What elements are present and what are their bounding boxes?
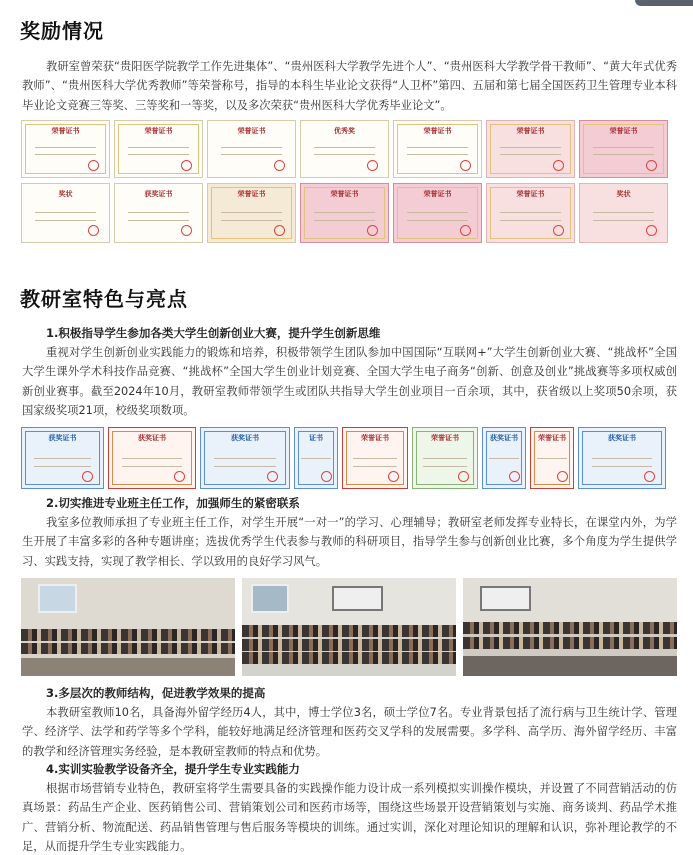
feature-heading-2: 2.切实推进专业班主任工作，加强师生的紧密联系 [46,496,300,510]
competition-certificate: 获奖证书 [482,427,526,489]
feature-heading-3: 3.多层次的教师结构，促进教学效果的提高 [46,686,266,700]
feature-text-1: 重视对学生创新创业实践能力的锻炼和培养，积极带领学生团队参加中国国际“互联网+”大学生创新创业大赛、“挑战杯”全国大学生课外学术科技作品竞赛、“挑战杯”全国大学生创业计划竞赛、全国大学生电子商务“创新、创意及创业”挑战赛等多项权威创新创业赛事。截至2024年10月，教研室教师带领学生或团队共指导大学生创业项目一百余项，其中，获省级以上奖项50余项，获国家级奖项21项，校级奖项数项。 [22,346,677,417]
classroom-photo [21,578,235,676]
features-title: 教研室特色与亮点 [20,287,188,311]
award-certificate: 荣誉证书 [393,183,482,243]
classroom-photo [463,578,677,676]
feature-text-3: 本教研室教师10名，具备海外留学经历4人，其中，博士学位3名，硕士学位7名。专业背景包括了流行病与卫生统计学、管理学、经济学、法学和药学等多个学科，能较好地满足经济管理和医药交叉学科的发展需要。多学科、高学历、海外留学经历、丰富的教学和经济管理实务经验，是本教研室教师的特点和优势。 [22,706,677,758]
competition-certificate: 荣誉证书 [342,427,408,489]
award-certificate: 奖状 [579,183,668,243]
award-certificate: 荣誉证书 [579,120,668,178]
awards-title: 奖励情况 [20,19,104,43]
award-certificate: 荣誉证书 [486,120,575,178]
award-certificate: 获奖证书 [114,183,203,243]
award-certificate: 荣誉证书 [393,120,482,178]
competition-cert-row [21,427,666,489]
award-certificate: 奖状 [21,183,110,243]
competition-certificate: 证书 [294,427,338,489]
award-certificate: 荣誉证书 [207,183,296,243]
competition-certificate: 荣誉证书 [412,427,478,489]
award-certificate: 荣誉证书 [114,120,203,178]
corner-tab [635,0,693,6]
award-certificate: 荣誉证书 [300,183,389,243]
award-certificate: 荣誉证书 [207,120,296,178]
award-certificate: 优秀奖 [300,120,389,178]
competition-certificate: 获奖证书 [578,427,666,489]
feature-text-4: 根据市场营销专业特色，教研室将学生需要具备的实践操作能力设计成一系列模拟实训操作模块，并设置了不同营销活动的仿真场景：药品生产企业、医药销售公司、营销策划公司和医药市场等，围绕这些场景开设营销策划与实施、商务谈判、药品学术推广、营销分析、物流配送、药品销售管理与售后服务等模块的训练。通过实训，深化对理论知识的理解和认识，弥补理论教学的不足，从而提升学生专业实践能力。 [22,782,677,853]
classroom-photo [242,578,456,676]
competition-certificate: 获奖证书 [200,427,290,489]
feature-heading-1: 1.积极指导学生参加各类大学生创新创业大赛，提升学生创新思维 [46,326,381,340]
award-certificate: 荣誉证书 [21,120,110,178]
feature-text-2: 我室多位教师承担了专业班主任工作，对学生开展“一对一”的学习、心理辅导；教研室老师发挥专业特长，在课堂内外，为学生开展了丰富多彩的各种专题讲座；选拔优秀学生代表参与教师的科研项目，指导学生参与创新创业比赛，多个角度为学生提供学习、实践支持，实现了教学相长、学以致用的良好学习风气。 [22,516,677,568]
competition-certificate: 荣誉证书 [530,427,574,489]
competition-certificate: 获奖证书 [21,427,104,489]
competition-certificate: 获奖证书 [108,427,196,489]
awards-text: 教研室曾荣获“贵阳医学院教学工作先进集体”、“贵州医科大学教学先进个人”、“贵州医科大学教学骨干教师”、“黄大年式优秀教师”、“贵州医科大学优秀教师”等荣誉称号，指导的本科生毕业论文获得“人卫杯”第四、五届和第七届全国医药卫生管理专业本科毕业论文竞赛三等奖、三等奖和一等奖，以及多次荣获“贵州医科大学优秀毕业论文”。 [22,60,677,112]
awards-cert-row-2 [21,183,668,243]
award-certificate: 荣誉证书 [486,183,575,243]
awards-cert-row-1 [21,120,668,178]
feature-heading-4: 4.实训实验教学设备齐全，提升学生专业实践能力 [46,762,300,776]
